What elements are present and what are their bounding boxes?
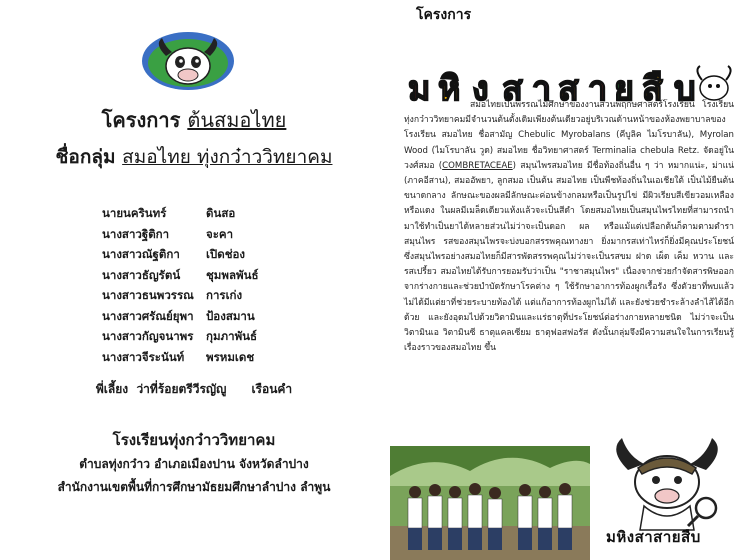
buffalo-logo <box>140 30 236 92</box>
svg-text:หิ: หิ <box>438 69 461 109</box>
mascot-caption: มหิงสาสายสืบ <box>606 528 701 546</box>
member-row <box>102 226 316 247</box>
member-first-name: นายนครินทร์ <box>102 206 167 220</box>
member-first-name: นางสาวจีระนันท์ <box>102 349 185 364</box>
svg-text:ส: ส <box>558 69 579 109</box>
project-title <box>0 104 388 136</box>
svg-text:ม: ม <box>408 69 431 109</box>
advisor-line: พี่เลี้ยง ว่าที่ร้อยตรีวีรญัญู เรือนคำ <box>95 382 293 396</box>
group-name: สมอไทย ทุ่งกว๋าววิทยาคม <box>122 146 333 168</box>
project-prefix: โครงการ <box>101 108 181 132</box>
education-office: สำนักงานเขตพื้นที่การศึกษามัธยมศึกษาลำปาง ลำพูน <box>57 480 331 494</box>
member-last-name: กุมภาพันธ์ <box>206 329 258 343</box>
member-first-name: นางสาวณัฐติกา <box>102 247 180 261</box>
member-last-name: ดินสอ <box>206 206 236 220</box>
description-paragraph <box>404 98 734 356</box>
member-last-name: ชุมพลพันธ์ <box>206 267 259 282</box>
member-first-name: นางสาวศรัณย์ยุพา <box>102 308 194 323</box>
svg-text:บ: บ <box>674 69 696 109</box>
member-last-name: พรหมเดช <box>206 349 255 364</box>
member-row <box>102 267 316 288</box>
member-row <box>102 205 316 226</box>
banner-prefix: โครงการ <box>416 7 472 23</box>
svg-text:า: า <box>588 69 608 109</box>
school-address: ตำบลทุ่งกว๋าว อำเภอเมืองปาน จังหวัดลำปาง <box>79 457 309 471</box>
family-link[interactable]: COMBRETACEAE <box>442 160 513 171</box>
project-name: ต้นสมอไทย <box>187 108 287 132</box>
svg-text:ย: ย <box>614 69 634 109</box>
member-first-name: นางสาวกัญจนาพร <box>102 329 194 343</box>
member-first-name: นางสาวธนพวรรณ <box>102 288 194 302</box>
school-name: โรงเรียนทุ่งกว๋าววิทยาคม <box>112 431 276 449</box>
svg-text:ง: ง <box>472 69 489 109</box>
description-text: สมอไทยเป็นพรรณไม้ศึกษาของงานสวนพฤกษศาสตร์โรงเรียน โรงเรียนทุ่งกว๋าววิทยาคมมีจำนวนต้นตั้งเดิมเพียงต้นเดียวอยู่บริเวณด้านหน้าของห้องพยาบาลของโรงเรียน สมอไทย ชื่อสามัญ Chebulic Myrobalans (คีบูลิค ไมโรบาลัน), Myrolan Wood (ไมโรบาลัน วูด) สมอไทย ชื่อวิทยาศาสตร์ Terminalia chebula Retz. จัดอยู่ในวงศ์สมอ ( <box>404 100 734 171</box>
svg-text:า: า <box>532 69 552 109</box>
svg-text:สื: สื <box>642 69 663 109</box>
member-first-name: นางสาวธัญรัตน์ <box>102 267 181 282</box>
member-last-name: เปิดช่อง <box>206 247 246 261</box>
member-last-name: การเก่ง <box>206 288 243 302</box>
member-row <box>102 287 316 308</box>
member-first-name: นางสาวฐิติกา <box>102 226 170 241</box>
group-title <box>0 142 388 172</box>
content-panel <box>388 0 746 560</box>
member-last-name: ป้องสมาน <box>206 308 255 323</box>
member-row <box>102 349 316 370</box>
group-prefix: ชื่อกลุ่ม <box>55 146 116 168</box>
member-row <box>102 328 316 349</box>
group-photo <box>390 446 590 560</box>
member-row <box>102 308 316 329</box>
description-text-continued: ) สมุนไพรสมอไทย มีชื่อท้องถิ่นอื่น ๆ ว่า หมากแน่ะ, ม่าแน่ (ภาคอีสาน), สมออัพยา, ลูกสมอ เป็นต้น สมอไทย เป็นพืชท้องถิ่นในเอเชียใต้ เป็นไม้ยืนต้นขนาดกลาง ลักษณะของผลมีลักษณะค่อนข้างกลมหรือเป็นรูปไข่ มีผิวเรียบสีเขียวอมเหลืองหรือแดง ในผลมีเมล็ดเดียวแห้งแล้วจะเป็นสีดำ โดยสมอไทยเป็นสมุนไพรไทยที่สามารถนำมาใช้ทำเป็นยาได้หลายส่วนไม่ว่าจะเป็นดอก ผล หรือแม้แต่เปลือกต้นก็ตามตามตำราสมุนไพร รสของสมุนไพรจะบ่งบอกสรรพคุณทางยา ยิ่งมากรสเท่าไหร่ก็ยิ่งมีคุณประโยชน์ ซึ่งสมุนไพรอย่างสมอไทยก็มีสารพัดสรรพคุณไม่ว่าจะเป็นรสขม ฝาด เผ็ด เค็ม หวาน และรสเปรี้ยว สมอไทยได้รับการยอมรับว่าเป็น "ราชาสมุนไพร" เนื่องจากช่วยกำจัดสารพิษออกจากร่างกายและช่วยบำบัดรักษาโรคต่าง ๆ ใช้รักษาอาการท้องผูกเรื้อรัง ซึ่งตัวยาที่พบแล้วไม่ได้มีแต่ยาที่ช่วยระบายท้องได้ แต่แก้อาการท้องผูกไม่ได้ และยังช่วยชำระล้างลำไส้ได้อีกด้วย และยังอุดมไปด้วยวิตามินและแร่ธาตุที่ประโยชน์ต่อร่างกายหลายชนิด ไม่ว่าจะเป็น วิตามินเอ วิตามินซี ธาตุแคลเซียม ธาตุฟอสฟอรัส ดังนั้นกลุ่มจึงมีความสนใจในการเรียนรู้เรื่องราวของสมอไทย ขึ้น <box>404 160 734 354</box>
member-row <box>102 246 316 267</box>
member-last-name: จะคา <box>206 226 234 241</box>
svg-text:ส: ส <box>502 69 523 109</box>
member-list <box>102 205 316 369</box>
